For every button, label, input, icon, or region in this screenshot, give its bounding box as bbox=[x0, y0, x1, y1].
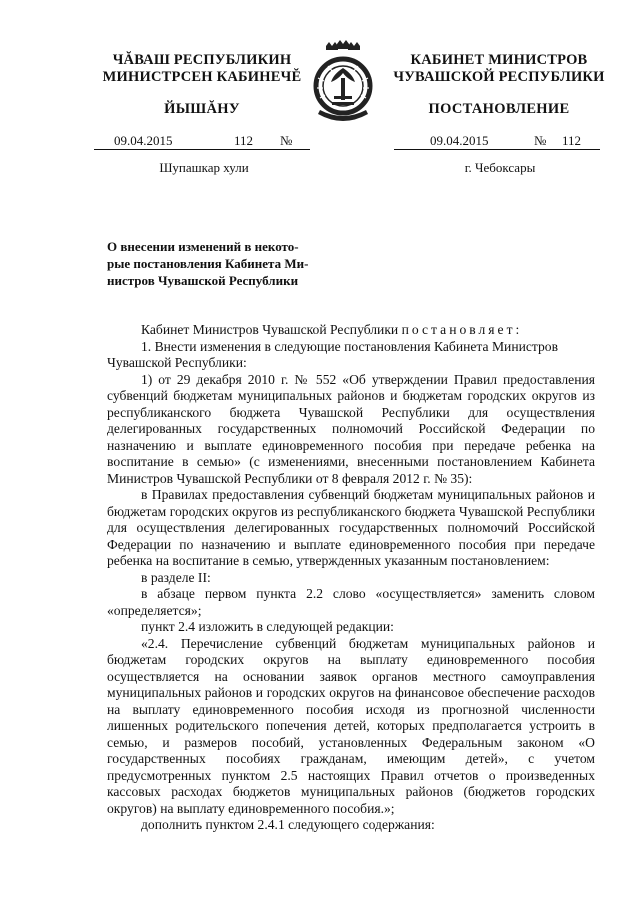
paragraph-7: «2.4. Перечисление субвенций бюджетам муниципальных районов и бюджетам городских округов на выплату единовременного пособия осуществляется на основании заявок органов местного самоуправления муниципальных районов и городских округов на финансовое обеспечение расходов на выплату единовременного пособия исходя из прогнозной численности лишенных родительского попечения детей, которых предполагается устроить в семью, и размеров пособий, установленных Федеральным законом «О государственных пособиях гражданам, имеющим детей», с учетом предусмотренных пунктом 2.5 настоящих Правил отчетов о произведенных кассовых расходах бюджетов муниципальных районов (бюджетов городских округов) на выплату единовременного пособия.»; bbox=[107, 635, 595, 816]
subject-line1: О внесении изменений в некото- bbox=[107, 239, 299, 254]
right-org-name bbox=[380, 52, 618, 86]
paragraph-8: дополнить пунктом 2.4.1 следующего содержания: bbox=[141, 817, 435, 832]
left-reg-date: 09.04.2015 bbox=[114, 133, 173, 148]
right-reg-number: 112 bbox=[562, 133, 582, 148]
subject-line3: нистров Чувашской Республики bbox=[107, 273, 299, 288]
right-org-line1: КАБИНЕТ МИНИСТРОВ bbox=[410, 52, 588, 68]
paragraph-1-cont bbox=[107, 355, 595, 372]
paragraph-3: в Правилах предоставления субвенций бюджетам муниципальных районов и бюджетам городских округов из республиканского бюджета Чувашской Республики для осуществления делегированных государственных полномочий Российской Федерации по назначению и выплате единовременного пособия при передаче ребенка на воспитание в семью, утвержденных указанным постановлением: bbox=[107, 487, 595, 568]
intro-resolves: постановляет: bbox=[401, 322, 523, 337]
right-org-line2: ЧУВАШСКОЙ РЕСПУБЛИКИ bbox=[393, 69, 605, 85]
paragraph-5: в абзаце первом пункта 2.2 слово «осуществляется» заменить словом «определяется»; bbox=[107, 586, 595, 618]
intro-paragraph bbox=[107, 322, 595, 339]
paragraph-6: пункт 2.4 изложить в следующей редакции: bbox=[141, 619, 394, 634]
paragraph-1-line1: 1. Внести изменения в следующие постановления Кабинета Министров bbox=[141, 338, 559, 354]
paragraph-4: в разделе II: bbox=[141, 569, 211, 585]
right-reg-date: 09.04.2015 bbox=[430, 133, 489, 148]
left-org-line1: ЧĂВАШ РЕСПУБЛИКИН bbox=[112, 52, 292, 68]
right-place: г. Чебоксары bbox=[464, 160, 536, 175]
subject-line2: рые постановления Кабинета Ми- bbox=[107, 256, 309, 271]
document-subject bbox=[107, 238, 329, 289]
paragraph-1-line2: Чувашской Республики: bbox=[107, 355, 247, 370]
left-registration-line bbox=[94, 134, 310, 150]
left-reg-no-sign: № bbox=[280, 133, 293, 148]
left-org-line2: МИНИСТРСЕН КАБИНЕЧĔ bbox=[102, 69, 302, 85]
paragraph-1 bbox=[107, 339, 595, 356]
left-reg-number: 112 bbox=[234, 133, 254, 148]
left-org-name bbox=[92, 52, 312, 86]
right-reg-no-sign: № bbox=[534, 133, 547, 148]
paragraph-2: 1) от 29 декабря 2010 г. № 552 «Об утверждении Правил предоставления субвенций бюджетам муниципальных районов и бюджетам городских округов из республиканского бюджета Чувашской Республики для осуществления делегированных государственных полномочий Российской Федерации по назначению и выплате единовременного пособия при передаче ребенка на воспитание в семью» (с изменениями, внесенными постановлением Кабинета Министров Чувашской Республики от 8 февраля 2012 г. № 35): bbox=[107, 371, 595, 486]
left-place: Шупашкар хули bbox=[159, 160, 249, 175]
document-body bbox=[107, 322, 595, 834]
right-doc-type: ПОСТАНОВЛЕНИЕ bbox=[428, 101, 570, 117]
right-registration-line bbox=[394, 134, 600, 150]
intro-lead: Кабинет Министров Чувашской Республики bbox=[141, 322, 402, 337]
left-doc-type: ЙЫШĂНУ bbox=[164, 101, 240, 117]
coat-of-arms-icon bbox=[304, 40, 382, 124]
